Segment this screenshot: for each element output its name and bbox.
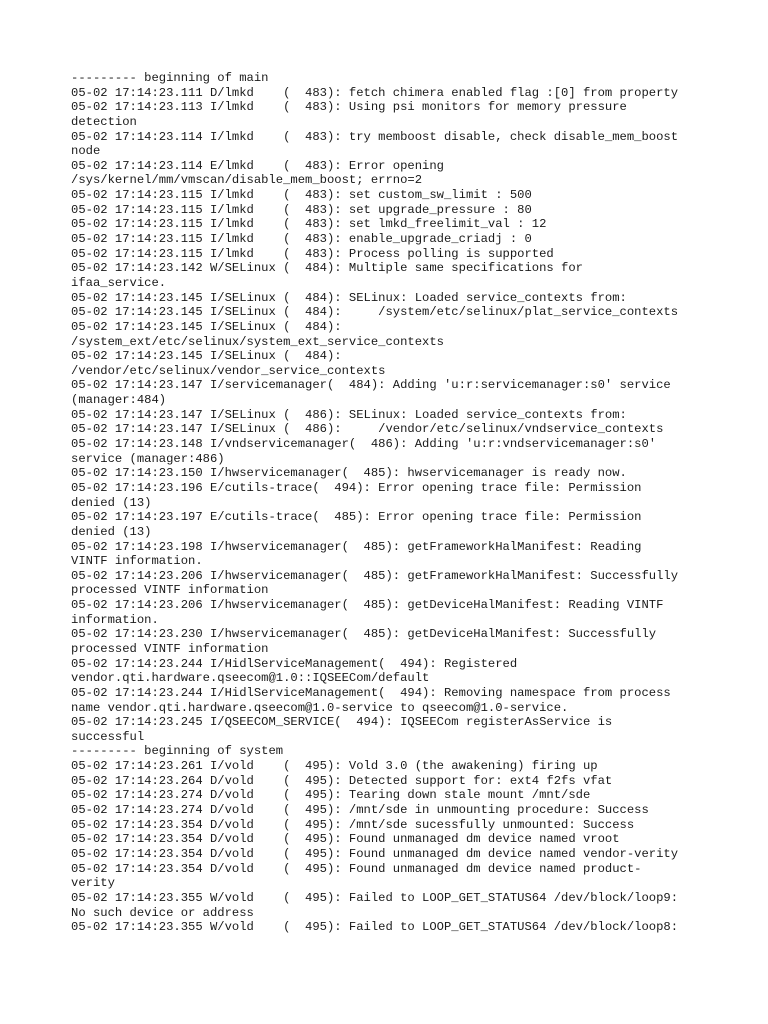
log-line: 05-02 17:14:23.115 I/lmkd ( 483): set lmkd_freelimit_val : 12 (71, 217, 547, 232)
log-line: 05-02 17:14:23.145 I/SELinux ( 484): /system/etc/selinux/plat_service_contexts (71, 305, 679, 320)
log-line: 05-02 17:14:23.206 I/hwservicemanager( 485): getDeviceHalManifest: Reading VINTF (71, 598, 664, 613)
log-line: 05-02 17:14:23.113 I/lmkd ( 483): Using psi monitors for memory pressure (71, 100, 627, 115)
log-line: --------- beginning of main (71, 71, 269, 85)
log-line: 05-02 17:14:23.114 E/lmkd ( 483): Error opening (71, 158, 444, 173)
log-line: 05-02 17:14:23.206 I/hwservicemanager( 485): getFrameworkHalManifest: Successfully (71, 568, 679, 583)
log-line: /sys/kernel/mm/vmscan/disable_mem_boost; errno=2 (71, 173, 423, 188)
log-line: 05-02 17:14:23.197 E/cutils-trace( 485): Error opening trace file: Permission (71, 510, 642, 525)
log-line: 05-02 17:14:23.245 I/QSEECOM_SERVICE( 494): IQSEECom registerAsService is (71, 715, 613, 730)
log-line: 05-02 17:14:23.354 D/vold ( 495): Found unmanaged dm device named vroot (71, 832, 620, 847)
log-line: 05-02 17:14:23.145 I/SELinux ( 484): (71, 349, 342, 364)
log-line: information. (71, 612, 159, 627)
log-line: 05-02 17:14:23.142 W/SELinux ( 484): Multiple same specifications for (71, 261, 583, 276)
log-line: processed VINTF information (71, 641, 269, 656)
log-line: (manager:484) (71, 393, 167, 408)
log-line: 05-02 17:14:23.115 I/lmkd ( 483): set upgrade_pressure : 80 (71, 202, 532, 217)
log-line: 05-02 17:14:23.355 W/vold ( 495): Failed to LOOP_GET_STATUS64 /dev/block/loop8: (71, 920, 679, 935)
log-line: 05-02 17:14:23.115 I/lmkd ( 483): enable_upgrade_criadj : 0 (71, 232, 532, 247)
log-line: 05-02 17:14:23.111 D/lmkd ( 483): fetch chimera enabled flag :[0] from property (71, 85, 679, 100)
log-line: VINTF information. (71, 554, 203, 569)
log-line: --------- beginning of system (71, 744, 284, 759)
log-line: 05-02 17:14:23.264 D/vold ( 495): Detected support for: ext4 f2fs vfat (71, 773, 613, 788)
log-line: successful (71, 729, 145, 744)
log-line: 05-02 17:14:23.115 I/lmkd ( 483): set custom_sw_limit : 500 (71, 188, 532, 203)
log-line: 05-02 17:14:23.354 D/vold ( 495): /mnt/sde sucessfully unmounted: Success (71, 817, 635, 832)
log-line: 05-02 17:14:23.354 D/vold ( 495): Found unmanaged dm device named product- (71, 861, 642, 876)
log-line: 05-02 17:14:23.147 I/SELinux ( 486): /vendor/etc/selinux/vndservice_contexts (71, 422, 664, 437)
log-line: service (manager:486) (71, 451, 225, 466)
log-line: ifaa_service. (71, 275, 167, 290)
log-line: node (71, 144, 101, 159)
log-line: denied (13) (71, 524, 152, 539)
log-line: detection (71, 114, 137, 129)
log-line: 05-02 17:14:23.147 I/servicemanager( 484): Adding 'u:r:servicemanager:s0' service (71, 378, 671, 393)
log-line: 05-02 17:14:23.261 I/vold ( 495): Vold 3.0 (the awakening) firing up (71, 759, 598, 774)
log-line: /system_ext/etc/selinux/system_ext_service_contexts (71, 334, 444, 349)
log-line: 05-02 17:14:23.150 I/hwservicemanager( 485): hwservicemanager is ready now. (71, 466, 627, 481)
log-line: No such device or address (71, 905, 254, 920)
log-line: 05-02 17:14:23.354 D/vold ( 495): Found unmanaged dm device named vendor-verity (71, 846, 679, 861)
log-line: name vendor.qti.hardware.qseecom@1.0-service to qseecom@1.0-service. (71, 700, 569, 715)
log-line: processed VINTF information (71, 583, 269, 598)
log-line: 05-02 17:14:23.147 I/SELinux ( 486): SELinux: Loaded service_contexts from: (71, 407, 627, 422)
log-line: 05-02 17:14:23.355 W/vold ( 495): Failed to LOOP_GET_STATUS64 /dev/block/loop9: (71, 890, 679, 905)
log-line: 05-02 17:14:23.230 I/hwservicemanager( 485): getDeviceHalManifest: Successfully (71, 627, 657, 642)
log-line: 05-02 17:14:23.244 I/HidlServiceManagement( 494): Removing namespace from process (71, 685, 671, 700)
log-line: 05-02 17:14:23.244 I/HidlServiceManagement( 494): Registered (71, 656, 518, 671)
log-line: 05-02 17:14:23.115 I/lmkd ( 483): Process polling is supported (71, 246, 554, 261)
log-line: 05-02 17:14:23.274 D/vold ( 495): /mnt/sde in unmounting procedure: Success (71, 803, 649, 818)
log-line: /vendor/etc/selinux/vendor_service_contexts (71, 363, 386, 378)
log-line: 05-02 17:14:23.198 I/hwservicemanager( 485): getFrameworkHalManifest: Reading (71, 539, 642, 554)
log-page (71, 71, 711, 935)
log-line: verity (71, 876, 115, 891)
log-line: 05-02 17:14:23.196 E/cutils-trace( 494): Error opening trace file: Permission (71, 480, 642, 495)
log-line: 05-02 17:14:23.145 I/SELinux ( 484): SELinux: Loaded service_contexts from: (71, 290, 627, 305)
log-line: vendor.qti.hardware.qseecom@1.0::IQSEECom/default (71, 671, 430, 686)
log-line: 05-02 17:14:23.145 I/SELinux ( 484): (71, 319, 342, 334)
log-line: 05-02 17:14:23.148 I/vndservicemanager( 486): Adding 'u:r:vndservicemanager:s0' (71, 437, 657, 452)
log-line: denied (13) (71, 495, 152, 510)
log-line: 05-02 17:14:23.114 I/lmkd ( 483): try memboost disable, check disable_mem_boost (71, 129, 679, 144)
log-line: 05-02 17:14:23.274 D/vold ( 495): Tearing down stale mount /mnt/sde (71, 788, 591, 803)
